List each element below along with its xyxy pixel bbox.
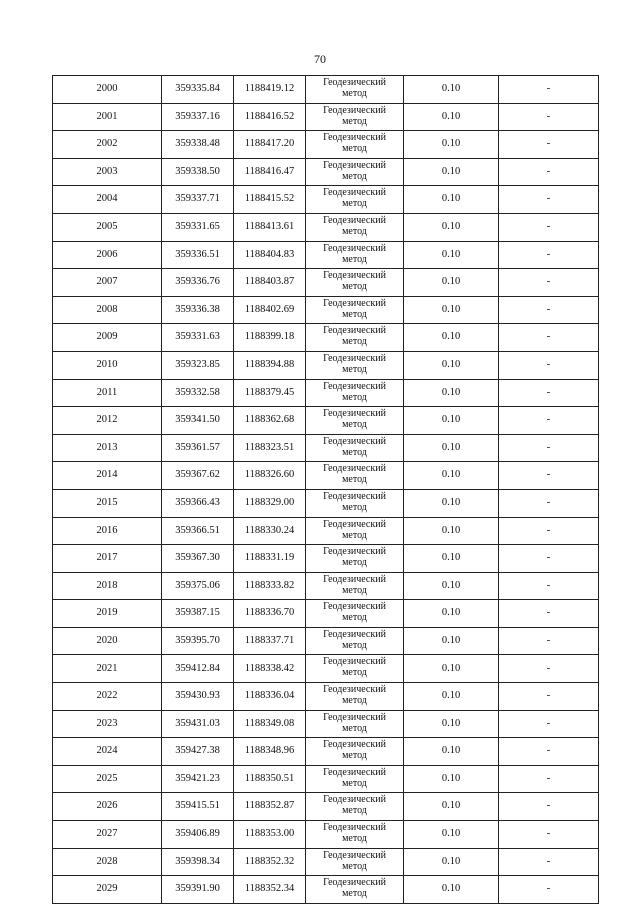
description-cell: - bbox=[499, 324, 599, 352]
page-number: 70 bbox=[314, 52, 326, 66]
method-line-1: Геодезический bbox=[323, 490, 386, 502]
x-coordinate-cell: 359335.84 bbox=[162, 76, 234, 104]
x-coordinate-cell: 359366.43 bbox=[162, 489, 234, 517]
point-number-cell: 2012 bbox=[53, 407, 162, 435]
method-line-1: Геодезический bbox=[323, 573, 386, 585]
x-coordinate-cell: 359337.16 bbox=[162, 103, 234, 131]
method-line-2: метод bbox=[342, 833, 367, 845]
y-coordinate-cell: 1188416.47 bbox=[234, 158, 306, 186]
table-row bbox=[53, 158, 599, 186]
method-line-2: метод bbox=[342, 225, 367, 237]
method-cell bbox=[306, 379, 404, 407]
description-cell: - bbox=[499, 351, 599, 379]
table-row bbox=[53, 296, 599, 324]
method-line-1: Геодезический bbox=[323, 104, 386, 116]
method-line-1: Геодезический bbox=[323, 325, 386, 337]
method-line-1: Геодезический bbox=[323, 766, 386, 778]
description-cell: - bbox=[499, 186, 599, 214]
method-line-2: метод bbox=[342, 143, 367, 155]
x-coordinate-cell: 359337.71 bbox=[162, 186, 234, 214]
accuracy-cell: 0.10 bbox=[404, 462, 499, 490]
method-line-1: Геодезический bbox=[323, 297, 386, 309]
y-coordinate-cell: 1188323.51 bbox=[234, 434, 306, 462]
method-line-2: метод bbox=[342, 612, 367, 624]
point-number-cell: 2026 bbox=[53, 793, 162, 821]
point-number-cell: 2019 bbox=[53, 600, 162, 628]
description-cell: - bbox=[499, 462, 599, 490]
x-coordinate-cell: 359431.03 bbox=[162, 710, 234, 738]
description-cell: - bbox=[499, 545, 599, 573]
method-line-1: Геодезический bbox=[323, 214, 386, 226]
method-cell bbox=[306, 710, 404, 738]
point-number-cell: 2008 bbox=[53, 296, 162, 324]
method-cell bbox=[306, 655, 404, 683]
method-line-2: метод bbox=[342, 777, 367, 789]
method-line-1: Геодезический bbox=[323, 435, 386, 447]
method-cell bbox=[306, 793, 404, 821]
description-cell: - bbox=[499, 213, 599, 241]
y-coordinate-cell: 1188419.12 bbox=[234, 76, 306, 104]
accuracy-cell: 0.10 bbox=[404, 517, 499, 545]
method-line-2: метод bbox=[342, 336, 367, 348]
accuracy-cell: 0.10 bbox=[404, 379, 499, 407]
method-cell bbox=[306, 489, 404, 517]
x-coordinate-cell: 359338.48 bbox=[162, 131, 234, 159]
table-row bbox=[53, 683, 599, 711]
table-row bbox=[53, 131, 599, 159]
method-cell bbox=[306, 324, 404, 352]
method-cell bbox=[306, 434, 404, 462]
method-line-1: Геодезический bbox=[323, 877, 386, 889]
method-cell bbox=[306, 545, 404, 573]
accuracy-cell: 0.10 bbox=[404, 407, 499, 435]
accuracy-cell: 0.10 bbox=[404, 710, 499, 738]
y-coordinate-cell: 1188348.96 bbox=[234, 738, 306, 766]
accuracy-cell: 0.10 bbox=[404, 655, 499, 683]
accuracy-cell: 0.10 bbox=[404, 158, 499, 186]
method-line-1: Геодезический bbox=[323, 711, 386, 723]
table-row bbox=[53, 489, 599, 517]
method-line-2: метод bbox=[342, 446, 367, 458]
table-row bbox=[53, 103, 599, 131]
method-cell bbox=[306, 848, 404, 876]
method-cell bbox=[306, 683, 404, 711]
point-number-cell: 2007 bbox=[53, 269, 162, 297]
table-row bbox=[53, 186, 599, 214]
x-coordinate-cell: 359415.51 bbox=[162, 793, 234, 821]
accuracy-cell: 0.10 bbox=[404, 269, 499, 297]
method-line-2: метод bbox=[342, 639, 367, 651]
x-coordinate-cell: 359336.38 bbox=[162, 296, 234, 324]
method-line-2: метод bbox=[342, 501, 367, 513]
description-cell: - bbox=[499, 683, 599, 711]
description-cell: - bbox=[499, 876, 599, 904]
method-line-1: Геодезический bbox=[323, 463, 386, 475]
table-row bbox=[53, 821, 599, 849]
description-cell: - bbox=[499, 600, 599, 628]
description-cell: - bbox=[499, 241, 599, 269]
x-coordinate-cell: 359395.70 bbox=[162, 627, 234, 655]
method-line-1: Геодезический bbox=[323, 822, 386, 834]
table-row bbox=[53, 324, 599, 352]
method-cell bbox=[306, 158, 404, 186]
description-cell: - bbox=[499, 103, 599, 131]
y-coordinate-cell: 1188326.60 bbox=[234, 462, 306, 490]
point-number-cell: 2001 bbox=[53, 103, 162, 131]
y-coordinate-cell: 1188403.87 bbox=[234, 269, 306, 297]
x-coordinate-cell: 359387.15 bbox=[162, 600, 234, 628]
table-row bbox=[53, 241, 599, 269]
point-number-cell: 2025 bbox=[53, 765, 162, 793]
description-cell: - bbox=[499, 407, 599, 435]
accuracy-cell: 0.10 bbox=[404, 793, 499, 821]
method-cell bbox=[306, 765, 404, 793]
x-coordinate-cell: 359331.63 bbox=[162, 324, 234, 352]
method-line-2: метод bbox=[342, 529, 367, 541]
method-line-2: метод bbox=[342, 391, 367, 403]
x-coordinate-cell: 359336.51 bbox=[162, 241, 234, 269]
method-cell bbox=[306, 296, 404, 324]
point-number-cell: 2028 bbox=[53, 848, 162, 876]
y-coordinate-cell: 1188329.00 bbox=[234, 489, 306, 517]
description-cell: - bbox=[499, 269, 599, 297]
method-line-1: Геодезический bbox=[323, 242, 386, 254]
method-cell bbox=[306, 600, 404, 628]
method-cell bbox=[306, 876, 404, 904]
method-line-1: Геодезический bbox=[323, 77, 386, 88]
point-number-cell: 2004 bbox=[53, 186, 162, 214]
description-cell: - bbox=[499, 158, 599, 186]
method-line-2: метод bbox=[342, 170, 367, 182]
x-coordinate-cell: 359367.30 bbox=[162, 545, 234, 573]
method-line-2: метод bbox=[342, 888, 367, 900]
method-line-2: метод bbox=[342, 363, 367, 375]
x-coordinate-cell: 359427.38 bbox=[162, 738, 234, 766]
y-coordinate-cell: 1188352.34 bbox=[234, 876, 306, 904]
point-number-cell: 2020 bbox=[53, 627, 162, 655]
description-cell: - bbox=[499, 627, 599, 655]
table-row bbox=[53, 793, 599, 821]
x-coordinate-cell: 359375.06 bbox=[162, 572, 234, 600]
method-line-1: Геодезический bbox=[323, 159, 386, 171]
table-row bbox=[53, 517, 599, 545]
method-line-2: метод bbox=[342, 253, 367, 265]
x-coordinate-cell: 359421.23 bbox=[162, 765, 234, 793]
accuracy-cell: 0.10 bbox=[404, 103, 499, 131]
y-coordinate-cell: 1188415.52 bbox=[234, 186, 306, 214]
x-coordinate-cell: 359391.90 bbox=[162, 876, 234, 904]
method-line-2: метод bbox=[342, 695, 367, 707]
method-line-1: Геодезический bbox=[323, 352, 386, 364]
x-coordinate-cell: 359430.93 bbox=[162, 683, 234, 711]
method-line-1: Геодезический bbox=[323, 132, 386, 144]
method-line-2: метод bbox=[342, 198, 367, 210]
accuracy-cell: 0.10 bbox=[404, 572, 499, 600]
method-line-1: Геодезический bbox=[323, 794, 386, 806]
y-coordinate-cell: 1188379.45 bbox=[234, 379, 306, 407]
method-line-2: метод bbox=[342, 750, 367, 762]
method-line-2: метод bbox=[342, 308, 367, 320]
method-cell bbox=[306, 103, 404, 131]
point-number-cell: 2018 bbox=[53, 572, 162, 600]
description-cell: - bbox=[499, 793, 599, 821]
method-line-1: Геодезический bbox=[323, 739, 386, 751]
method-line-2: метод bbox=[342, 667, 367, 679]
x-coordinate-cell: 359398.34 bbox=[162, 848, 234, 876]
y-coordinate-cell: 1188349.08 bbox=[234, 710, 306, 738]
point-number-cell: 2023 bbox=[53, 710, 162, 738]
method-cell bbox=[306, 738, 404, 766]
accuracy-cell: 0.10 bbox=[404, 351, 499, 379]
accuracy-cell: 0.10 bbox=[404, 186, 499, 214]
description-cell: - bbox=[499, 655, 599, 683]
accuracy-cell: 0.10 bbox=[404, 627, 499, 655]
description-cell: - bbox=[499, 489, 599, 517]
x-coordinate-cell: 359366.51 bbox=[162, 517, 234, 545]
description-cell: - bbox=[499, 710, 599, 738]
table-row bbox=[53, 269, 599, 297]
y-coordinate-cell: 1188331.19 bbox=[234, 545, 306, 573]
description-cell: - bbox=[499, 434, 599, 462]
y-coordinate-cell: 1188352.32 bbox=[234, 848, 306, 876]
table-row bbox=[53, 434, 599, 462]
description-cell: - bbox=[499, 517, 599, 545]
point-number-cell: 2006 bbox=[53, 241, 162, 269]
method-cell bbox=[306, 517, 404, 545]
point-number-cell: 2027 bbox=[53, 821, 162, 849]
point-number-cell: 2013 bbox=[53, 434, 162, 462]
method-line-2: метод bbox=[342, 281, 367, 293]
table-row bbox=[53, 600, 599, 628]
method-line-1: Геодезический bbox=[323, 380, 386, 392]
coordinates-table-body bbox=[53, 76, 599, 904]
description-cell: - bbox=[499, 131, 599, 159]
method-line-2: метод bbox=[342, 722, 367, 734]
table-row bbox=[53, 876, 599, 904]
table-row bbox=[53, 572, 599, 600]
point-number-cell: 2014 bbox=[53, 462, 162, 490]
accuracy-cell: 0.10 bbox=[404, 434, 499, 462]
description-cell: - bbox=[499, 296, 599, 324]
method-cell bbox=[306, 269, 404, 297]
table-row bbox=[53, 627, 599, 655]
method-cell bbox=[306, 462, 404, 490]
x-coordinate-cell: 359406.89 bbox=[162, 821, 234, 849]
table-row bbox=[53, 76, 599, 104]
method-line-2: метод bbox=[342, 805, 367, 817]
accuracy-cell: 0.10 bbox=[404, 876, 499, 904]
table-row bbox=[53, 462, 599, 490]
y-coordinate-cell: 1188353.00 bbox=[234, 821, 306, 849]
x-coordinate-cell: 359323.85 bbox=[162, 351, 234, 379]
method-line-1: Геодезический bbox=[323, 684, 386, 696]
method-cell bbox=[306, 241, 404, 269]
table-row bbox=[53, 351, 599, 379]
method-line-1: Геодезический bbox=[323, 270, 386, 282]
method-line-1: Геодезический bbox=[323, 849, 386, 861]
method-cell bbox=[306, 76, 404, 104]
table-row bbox=[53, 407, 599, 435]
y-coordinate-cell: 1188413.61 bbox=[234, 213, 306, 241]
table-row bbox=[53, 848, 599, 876]
table-row bbox=[53, 765, 599, 793]
method-cell bbox=[306, 407, 404, 435]
point-number-cell: 2016 bbox=[53, 517, 162, 545]
method-cell bbox=[306, 186, 404, 214]
method-cell bbox=[306, 351, 404, 379]
method-line-2: метод bbox=[342, 115, 367, 127]
table-row bbox=[53, 655, 599, 683]
method-cell bbox=[306, 572, 404, 600]
y-coordinate-cell: 1188338.42 bbox=[234, 655, 306, 683]
y-coordinate-cell: 1188333.82 bbox=[234, 572, 306, 600]
method-line-1: Геодезический bbox=[323, 187, 386, 199]
point-number-cell: 2017 bbox=[53, 545, 162, 573]
method-line-2: метод bbox=[342, 860, 367, 872]
point-number-cell: 2022 bbox=[53, 683, 162, 711]
method-line-2: метод bbox=[342, 557, 367, 569]
accuracy-cell: 0.10 bbox=[404, 738, 499, 766]
accuracy-cell: 0.10 bbox=[404, 489, 499, 517]
method-line-1: Геодезический bbox=[323, 546, 386, 558]
point-number-cell: 2000 bbox=[53, 76, 162, 104]
y-coordinate-cell: 1188402.69 bbox=[234, 296, 306, 324]
accuracy-cell: 0.10 bbox=[404, 545, 499, 573]
method-line-2: метод bbox=[342, 584, 367, 596]
description-cell: - bbox=[499, 765, 599, 793]
method-line-1: Геодезический bbox=[323, 408, 386, 420]
description-cell: - bbox=[499, 76, 599, 104]
point-number-cell: 2010 bbox=[53, 351, 162, 379]
point-number-cell: 2015 bbox=[53, 489, 162, 517]
accuracy-cell: 0.10 bbox=[404, 241, 499, 269]
y-coordinate-cell: 1188336.70 bbox=[234, 600, 306, 628]
accuracy-cell: 0.10 bbox=[404, 848, 499, 876]
method-line-1: Геодезический bbox=[323, 628, 386, 640]
point-number-cell: 2024 bbox=[53, 738, 162, 766]
x-coordinate-cell: 359336.76 bbox=[162, 269, 234, 297]
accuracy-cell: 0.10 bbox=[404, 765, 499, 793]
accuracy-cell: 0.10 bbox=[404, 213, 499, 241]
x-coordinate-cell: 359332.58 bbox=[162, 379, 234, 407]
y-coordinate-cell: 1188350.51 bbox=[234, 765, 306, 793]
x-coordinate-cell: 359367.62 bbox=[162, 462, 234, 490]
accuracy-cell: 0.10 bbox=[404, 600, 499, 628]
accuracy-cell: 0.10 bbox=[404, 76, 499, 104]
accuracy-cell: 0.10 bbox=[404, 131, 499, 159]
method-line-1: Геодезический bbox=[323, 518, 386, 530]
method-cell bbox=[306, 821, 404, 849]
accuracy-cell: 0.10 bbox=[404, 683, 499, 711]
point-number-cell: 2003 bbox=[53, 158, 162, 186]
method-cell bbox=[306, 627, 404, 655]
method-cell bbox=[306, 131, 404, 159]
y-coordinate-cell: 1188399.18 bbox=[234, 324, 306, 352]
y-coordinate-cell: 1188404.83 bbox=[234, 241, 306, 269]
y-coordinate-cell: 1188337.71 bbox=[234, 627, 306, 655]
method-line-2: метод bbox=[342, 419, 367, 431]
table-row bbox=[53, 738, 599, 766]
table-row bbox=[53, 213, 599, 241]
method-line-1: Геодезический bbox=[323, 656, 386, 668]
accuracy-cell: 0.10 bbox=[404, 821, 499, 849]
method-cell bbox=[306, 213, 404, 241]
x-coordinate-cell: 359331.65 bbox=[162, 213, 234, 241]
method-line-2: метод bbox=[342, 474, 367, 486]
y-coordinate-cell: 1188417.20 bbox=[234, 131, 306, 159]
table-row bbox=[53, 710, 599, 738]
point-number-cell: 2011 bbox=[53, 379, 162, 407]
y-coordinate-cell: 1188330.24 bbox=[234, 517, 306, 545]
description-cell: - bbox=[499, 821, 599, 849]
method-line-1: Геодезический bbox=[323, 601, 386, 613]
coordinates-table bbox=[52, 75, 599, 904]
y-coordinate-cell: 1188352.87 bbox=[234, 793, 306, 821]
description-cell: - bbox=[499, 379, 599, 407]
point-number-cell: 2029 bbox=[53, 876, 162, 904]
method-line-2: метод bbox=[342, 88, 367, 99]
y-coordinate-cell: 1188394.88 bbox=[234, 351, 306, 379]
point-number-cell: 2021 bbox=[53, 655, 162, 683]
point-number-cell: 2009 bbox=[53, 324, 162, 352]
x-coordinate-cell: 359341.50 bbox=[162, 407, 234, 435]
x-coordinate-cell: 359412.84 bbox=[162, 655, 234, 683]
table-row bbox=[53, 379, 599, 407]
description-cell: - bbox=[499, 572, 599, 600]
y-coordinate-cell: 1188336.04 bbox=[234, 683, 306, 711]
x-coordinate-cell: 359338.50 bbox=[162, 158, 234, 186]
table-row bbox=[53, 545, 599, 573]
description-cell: - bbox=[499, 738, 599, 766]
accuracy-cell: 0.10 bbox=[404, 296, 499, 324]
accuracy-cell: 0.10 bbox=[404, 324, 499, 352]
y-coordinate-cell: 1188416.52 bbox=[234, 103, 306, 131]
point-number-cell: 2005 bbox=[53, 213, 162, 241]
point-number-cell: 2002 bbox=[53, 131, 162, 159]
y-coordinate-cell: 1188362.68 bbox=[234, 407, 306, 435]
x-coordinate-cell: 359361.57 bbox=[162, 434, 234, 462]
description-cell: - bbox=[499, 848, 599, 876]
